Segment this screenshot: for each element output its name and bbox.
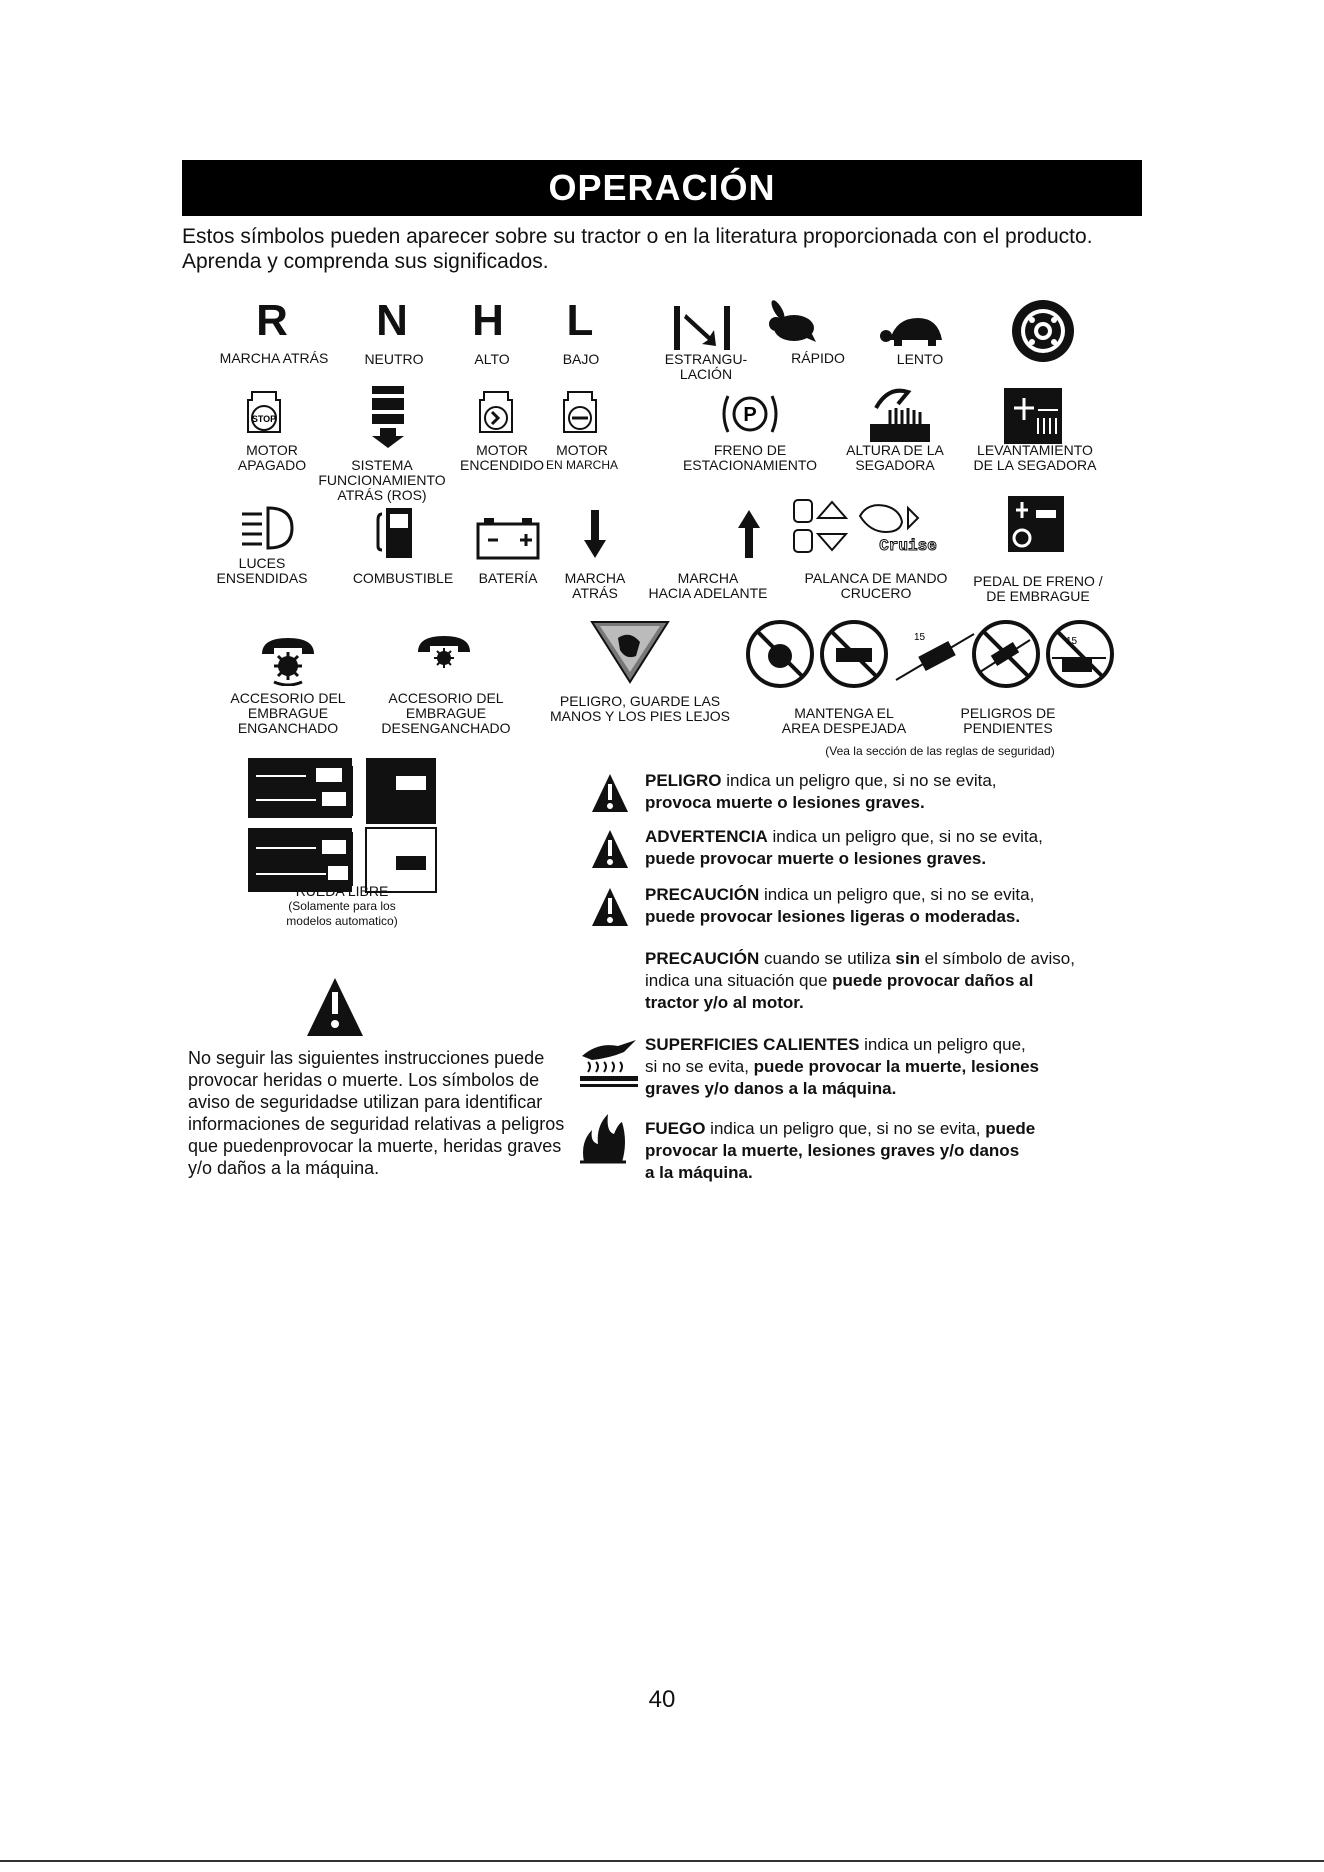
headlights-icon: [238, 500, 294, 556]
label-low: BAJO: [562, 351, 600, 367]
label-slow: LENTO: [896, 351, 944, 367]
turtle-slow-icon: [880, 314, 950, 348]
danger-message: PELIGRO indica un peligro que, si no se evita, provoca muerte o lesiones graves.: [645, 771, 997, 812]
low-letter: L: [566, 296, 594, 345]
label-neutral: NEUTRO: [364, 351, 424, 367]
label-battery: BATERÍA: [478, 570, 538, 586]
label-headlights: LUCES ENSENDIDAS: [216, 555, 308, 586]
slope-hazard-icons: [970, 618, 1118, 690]
svg-text:STOP: STOP: [251, 414, 277, 424]
ros-system-icon: [366, 384, 410, 448]
label-ros-system: SISTEMA FUNCIONAMIENTO ATRÁS (ROS): [318, 457, 446, 503]
warning-alert-icon: [590, 828, 630, 874]
safety-instructions-paragraph: No seguir las siguientes instrucciones puede provocar heridas o muerte. Los símbolos de aviso de seguridadse utilizan para identificar informaciones de seguridad relativas a peligros que puedenprovocar la muerte, heridas graves y/o daños a la máquina.: [188, 1048, 565, 1178]
freewheel-diagram: [246, 756, 438, 896]
bottom-rule: [0, 1860, 1324, 1862]
cruise-control-icon: [790, 492, 960, 558]
label-brake-clutch: PEDAL DE FRENO / DE EMBRAGUE: [973, 573, 1103, 604]
page-title-banner: [182, 160, 1142, 216]
mower-lift-icon: [1004, 388, 1062, 444]
intro-line-2: Aprenda y comprenda sus significados.: [182, 250, 549, 273]
engine-run-icon: [560, 388, 600, 438]
engine-start-icon: [476, 388, 516, 438]
caution-message: PRECAUCIÓN indica un peligro que, si no se evita, puede provocar lesiones ligeras o moderadas.: [645, 885, 1035, 926]
fuel-icon: [376, 506, 420, 560]
label-pto-engaged: ACCESORIO DEL EMBRAGUE ENGANCHADO: [230, 690, 346, 736]
label-high: ALTO: [474, 351, 510, 367]
pto-disengaged-icon: [414, 632, 474, 672]
svg-text:P: P: [743, 404, 757, 426]
label-pto-disengaged: ACCESORIO DEL EMBRAGUE DESENGANCHADO: [381, 690, 511, 736]
label-engine-off: MOTOR APAGADO: [237, 442, 307, 473]
label-engine-run: MOTOR EN MARCHA: [545, 442, 619, 472]
choke-icon: [670, 304, 734, 352]
label-parking-brake: FRENO DE ESTACIONAMIENTO: [682, 442, 818, 473]
label-engine-start: MOTOR ENCENDIDO: [459, 442, 545, 473]
hot-surface-message: SUPERFICIES CALIENTES indica un peligro que, si no se evita, puede provocar la muerte, lesiones graves y/o danos a la máquina.: [645, 1035, 1039, 1098]
mower-height-icon: [868, 384, 932, 444]
warning-message: ADVERTENCIA indica un peligro que, si no se evita, puede provocar muerte o lesiones graves.: [645, 827, 1043, 868]
mower-blade-icon: [1010, 298, 1076, 364]
label-reverse-drive: MARCHA ATRÁS: [564, 570, 626, 601]
danger-alert-icon: [590, 772, 630, 818]
label-hands-feet: PELIGRO, GUARDE LAS MANOS Y LOS PIES LEJOS: [550, 693, 730, 724]
page-title: OPERACIÓN: [548, 167, 776, 208]
fire-message: FUEGO indica un peligro que, si no se evita, puede provocar la muerte, lesiones graves y/o danos a la máquina.: [645, 1119, 1036, 1182]
battery-icon: [476, 516, 540, 560]
label-mower-height: ALTURA DE LA SEGADORA: [846, 442, 944, 473]
intro-line-1: Estos símbolos pueden aparecer sobre su tractor o en la literatura proporcionada con el producto.: [182, 225, 1093, 248]
see-safety-rules-note: (Vea la sección de las reglas de seguridad): [825, 744, 1055, 758]
safety-alert-symbol-large: [305, 976, 365, 1040]
caution-no-symbol-message: PRECAUCIÓN cuando se utiliza sin el símbolo de aviso, indica una situación que puede provocar daños al tractor y/o al motor.: [645, 949, 1075, 1012]
high-letter: H: [472, 296, 504, 345]
no-passengers-clear-area-icons: [744, 618, 994, 690]
hands-feet-danger-icon: [590, 620, 670, 684]
rabbit-fast-icon: [762, 296, 822, 346]
pto-engaged-icon: [258, 634, 318, 686]
parking-brake-icon: [720, 386, 780, 442]
label-forward-drive: MARCHA HACIA ADELANTE: [648, 570, 768, 601]
neutral-letter: N: [376, 296, 408, 345]
intro-text: [182, 224, 1142, 274]
hot-surface-icon: [578, 1036, 640, 1088]
slope-number-2: 15: [1066, 636, 1078, 647]
label-fuel: COMBUSTIBLE: [352, 570, 454, 586]
label-choke: ESTRANGU- LACIÓN: [664, 351, 748, 382]
caution-alert-icon: [590, 886, 630, 932]
label-slope-hazards: PELIGROS DE PENDIENTES: [960, 705, 1056, 736]
label-clear-area: MANTENGA EL AREA DESPEJADA: [781, 705, 907, 736]
label-freewheel: RUEDA LIBRE (Solamente para los modelos automatico): [286, 883, 398, 928]
label-cruise-lever: PALANCA DE MANDO CRUCERO: [804, 570, 948, 601]
reverse-arrow-icon: [582, 508, 608, 560]
engine-stop-icon: [244, 388, 284, 438]
label-reverse: MARCHA ATRÁS: [219, 350, 329, 366]
brake-clutch-pedal-icon: [1008, 496, 1064, 552]
label-mower-lift: LEVANTAMIENTO DE LA SEGADORA: [973, 442, 1097, 473]
label-fast: RÁPIDO: [791, 350, 845, 366]
page-number: 40: [648, 1686, 676, 1713]
fire-icon: [578, 1112, 628, 1164]
reverse-letter: R: [256, 296, 288, 345]
slope-number-1: 15: [914, 632, 926, 643]
forward-arrow-icon: [736, 508, 762, 560]
cruise-word: Cruise: [879, 537, 937, 555]
